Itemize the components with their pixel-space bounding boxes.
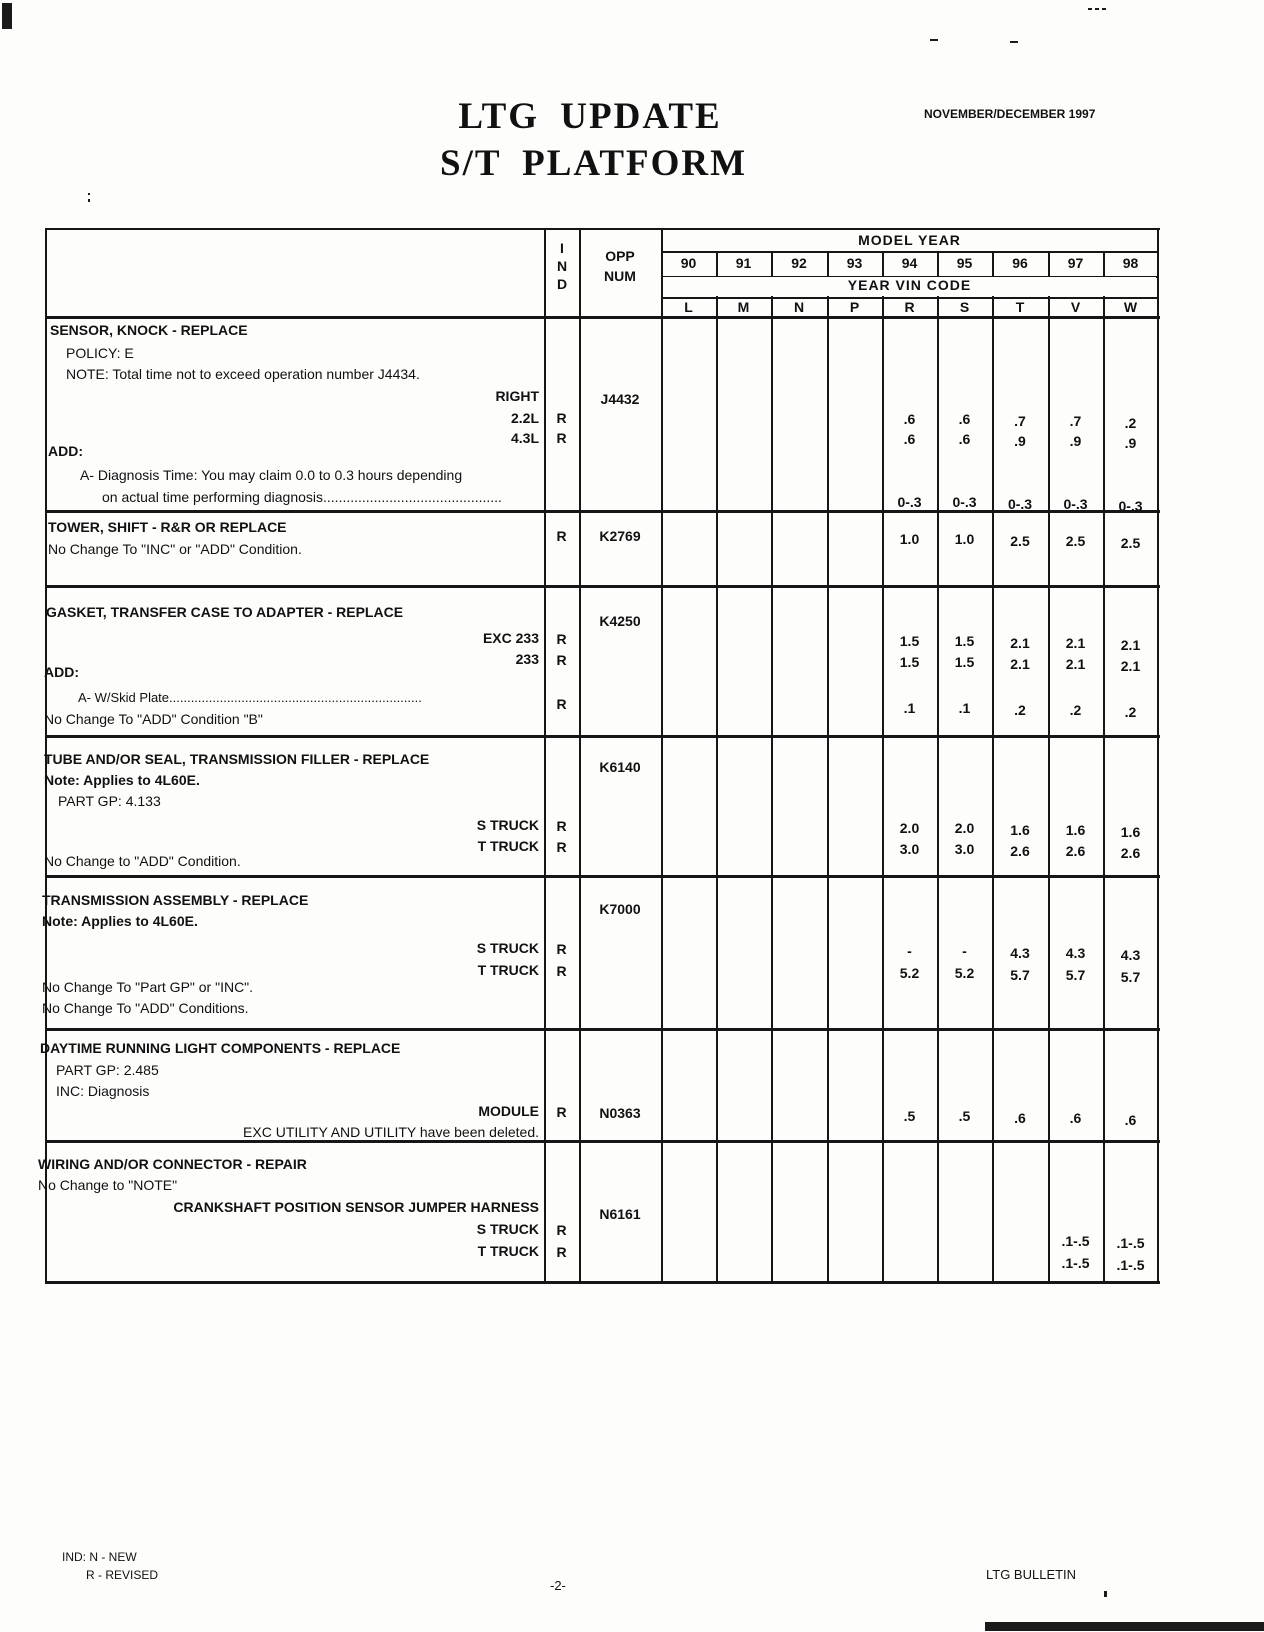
value-cell: .1-.5 xyxy=(1116,1257,1145,1273)
ind-cell: R xyxy=(556,839,567,855)
vin-code-letter: T xyxy=(1015,299,1025,315)
vin-code-letter: M xyxy=(737,299,750,315)
note-line: Note: Applies to 4L60E. xyxy=(44,772,200,788)
value-cell: .1 xyxy=(903,700,916,716)
variant-label: RIGHT xyxy=(495,388,539,404)
value-cell: .9 xyxy=(1069,433,1082,449)
scan-artifact xyxy=(1102,8,1106,10)
block-separator xyxy=(45,1028,1160,1031)
value-cell: 2.5 xyxy=(1010,533,1030,549)
value-cell: 2.5 xyxy=(1120,535,1141,551)
ind-legend-new: IND: N - NEW xyxy=(62,1550,137,1564)
value-cell: 2.1 xyxy=(1065,656,1086,672)
value-cell: 2.0 xyxy=(954,820,975,836)
row-label: T TRUCK xyxy=(477,962,539,978)
value-cell: 2.6 xyxy=(1065,843,1086,859)
value-cell: .6 xyxy=(903,431,916,447)
value-cell: .9 xyxy=(1014,433,1026,449)
page-title-line2: S/T PLATFORM xyxy=(440,143,748,184)
issue-date: NOVEMBER/DECEMBER 1997 xyxy=(924,107,1096,121)
header-subline xyxy=(661,251,1158,253)
policy-line: POLICY: E xyxy=(66,345,134,361)
vin-code-letter: W xyxy=(1123,299,1138,315)
ind-cell: R xyxy=(556,941,567,957)
grid-vline xyxy=(937,251,939,1284)
sub-operation-label: CRANKSHAFT POSITION SENSOR JUMPER HARNESS xyxy=(173,1199,539,1215)
grid-vline xyxy=(716,251,718,1284)
value-cell: .5 xyxy=(958,1108,971,1124)
note-line: NOTE: Total time not to exceed operation number J4434. xyxy=(66,366,420,382)
ind-cell: R xyxy=(556,528,567,544)
scan-artifact xyxy=(1010,41,1018,43)
row-label: T TRUCK xyxy=(477,838,539,854)
value-cell: .1 xyxy=(958,700,971,716)
add-condition-line: on actual time performing diagnosis.............................................. xyxy=(102,489,502,505)
scan-artifact xyxy=(1088,8,1092,10)
grid-vline-ind xyxy=(544,228,546,1284)
value-cell: .6 xyxy=(903,411,916,427)
value-cell: 4.3 xyxy=(1010,945,1030,961)
ind-cell: R xyxy=(556,1222,567,1238)
value-cell: .6 xyxy=(958,411,971,427)
ind-cell: R xyxy=(556,963,567,979)
row-label: S TRUCK xyxy=(476,940,539,956)
value-cell: .2 xyxy=(1124,415,1137,431)
value-cell: 2.5 xyxy=(1065,533,1086,549)
value-cell: .1-.5 xyxy=(1061,1255,1090,1271)
row-label: EXC 233 xyxy=(482,630,539,646)
scan-artifact xyxy=(930,39,938,41)
value-cell: 0-.3 xyxy=(952,494,977,510)
vin-code-letter: N xyxy=(793,299,805,315)
no-change-note: No Change To "ADD" Conditions. xyxy=(42,1000,249,1016)
value-cell: 0-.3 xyxy=(1007,496,1033,512)
value-cell: - xyxy=(962,943,967,959)
value-cell: 1.6 xyxy=(1065,822,1086,838)
add-heading: ADD: xyxy=(48,443,83,459)
value-cell: 1.6 xyxy=(1120,824,1141,840)
value-cell: .1-.5 xyxy=(1061,1233,1090,1249)
value-cell: 1.0 xyxy=(954,531,975,547)
year-header: 95 xyxy=(956,255,973,271)
row-label: 2.2L xyxy=(510,410,539,426)
value-cell: 1.5 xyxy=(899,633,920,649)
ind-cell: R xyxy=(556,818,567,834)
operation-title: DAYTIME RUNNING LIGHT COMPONENTS - REPLACE xyxy=(40,1040,401,1056)
year-header: 97 xyxy=(1067,255,1084,271)
year-header: 90 xyxy=(680,255,697,271)
value-cell: 2.1 xyxy=(1010,656,1030,672)
vin-code-letter: P xyxy=(849,299,860,315)
operation-title: SENSOR, KNOCK - REPLACE xyxy=(50,322,248,338)
value-cell: .2 xyxy=(1069,702,1082,718)
vin-code-letter: V xyxy=(1070,299,1081,315)
block-separator xyxy=(45,875,1160,878)
value-cell: 2.0 xyxy=(899,820,920,836)
scan-artifact xyxy=(1095,8,1099,10)
value-cell: 1.5 xyxy=(954,654,975,670)
ind-header-letter: I xyxy=(560,240,564,256)
value-cell: 4.3 xyxy=(1120,947,1141,963)
grid-vline-opp xyxy=(579,228,581,1284)
no-change-note: No Change To "Part GP" or "INC". xyxy=(42,979,254,995)
ind-header-letter: N xyxy=(556,258,568,274)
add-condition-line: A- Diagnosis Time: You may claim 0.0 to 0.3 hours depending xyxy=(80,467,463,483)
note-line: Note: Applies to 4L60E. xyxy=(42,913,198,929)
value-cell: 2.1 xyxy=(1120,637,1141,653)
operation-title: TUBE AND/OR SEAL, TRANSMISSION FILLER - REPLACE xyxy=(44,751,430,767)
value-cell: .7 xyxy=(1014,413,1026,429)
opp-num-cell: K7000 xyxy=(599,901,641,917)
opp-header-line1: OPP xyxy=(605,248,635,264)
value-cell: 2.1 xyxy=(1010,635,1030,651)
value-cell: .2 xyxy=(1124,704,1137,720)
table-bottom-border xyxy=(45,1281,1160,1284)
value-cell: .5 xyxy=(903,1108,916,1124)
year-header: 98 xyxy=(1122,255,1139,271)
value-cell: 2.1 xyxy=(1120,658,1141,674)
opp-num-cell: K6140 xyxy=(599,759,641,775)
row-label: 233 xyxy=(515,651,539,667)
value-cell: 3.0 xyxy=(954,841,975,857)
row-label: T TRUCK xyxy=(477,1243,539,1259)
value-cell: 5.7 xyxy=(1010,967,1030,983)
block-separator xyxy=(45,585,1160,588)
year-header: 96 xyxy=(1012,255,1028,271)
value-cell: 5.7 xyxy=(1065,967,1086,983)
row-label: 4.3L xyxy=(510,430,539,446)
ind-cell: R xyxy=(556,631,567,647)
year-header: 91 xyxy=(735,255,752,271)
value-cell: 3.0 xyxy=(899,841,920,857)
scan-artifact xyxy=(88,199,90,202)
year-header: 94 xyxy=(901,255,918,271)
page-number: -2- xyxy=(550,1578,566,1593)
ind-cell: R xyxy=(556,430,567,446)
value-cell: .6 xyxy=(1124,1112,1137,1128)
value-cell: 1.5 xyxy=(954,633,975,649)
no-change-note: No Change to "ADD" Condition. xyxy=(44,853,241,869)
grid-vline xyxy=(882,251,884,1284)
value-cell: - xyxy=(907,943,912,959)
operation-title: TOWER, SHIFT - R&R OR REPLACE xyxy=(48,519,287,535)
ind-cell: R xyxy=(556,696,567,712)
vin-code-letter: L xyxy=(684,299,693,315)
add-heading: ADD: xyxy=(44,664,79,680)
vin-code-letter: R xyxy=(904,299,915,315)
deleted-note: EXC UTILITY AND UTILITY have been deleted. xyxy=(243,1124,539,1140)
grid-vline xyxy=(827,251,829,1284)
opp-num-cell: J4432 xyxy=(600,391,640,407)
scan-artifact xyxy=(1104,1591,1107,1597)
row-label: S TRUCK xyxy=(476,817,539,833)
value-cell: .6 xyxy=(1069,1110,1082,1126)
value-cell: 2.6 xyxy=(1120,845,1141,861)
table-top-border xyxy=(45,228,1160,230)
ind-cell: R xyxy=(556,1244,567,1260)
value-cell: 5.2 xyxy=(899,965,920,981)
value-cell: 2.1 xyxy=(1065,635,1086,651)
value-cell: 5.7 xyxy=(1120,969,1141,985)
scan-artifact xyxy=(2,3,12,29)
opp-num-cell: K4250 xyxy=(599,613,641,629)
operation-title: WIRING AND/OR CONNECTOR - REPAIR xyxy=(38,1156,307,1172)
part-gp-line: PART GP: 4.133 xyxy=(58,793,161,809)
no-change-note: No Change To "INC" or "ADD" Condition. xyxy=(48,541,302,557)
year-header: 93 xyxy=(846,255,863,271)
ind-header-letter: D xyxy=(556,276,568,292)
page-title-line1: LTG UPDATE xyxy=(458,96,722,137)
ind-cell: R xyxy=(556,1104,567,1120)
scan-artifact xyxy=(88,193,90,195)
part-gp-line: PART GP: 2.485 xyxy=(56,1062,159,1078)
opp-num-cell: N0363 xyxy=(599,1105,641,1121)
value-cell: .2 xyxy=(1014,702,1026,718)
grid-vline xyxy=(771,251,773,1284)
model-year-header: MODEL YEAR xyxy=(858,232,961,248)
value-cell: 2.6 xyxy=(1010,843,1030,859)
row-label: S TRUCK xyxy=(476,1221,539,1237)
operation-title: TRANSMISSION ASSEMBLY - REPLACE xyxy=(42,892,309,908)
grid-vline-years-start xyxy=(661,228,663,1284)
opp-num-cell: N6161 xyxy=(599,1206,641,1222)
value-cell: 1.6 xyxy=(1010,822,1030,838)
operation-title: GASKET, TRANSFER CASE TO ADAPTER - REPLACE xyxy=(46,604,404,620)
vin-code-header: YEAR VIN CODE xyxy=(663,277,1156,296)
value-cell: .6 xyxy=(958,431,971,447)
value-cell: .7 xyxy=(1069,413,1082,429)
value-cell: 4.3 xyxy=(1065,945,1086,961)
value-cell: 0-.3 xyxy=(897,494,922,510)
grid-vline xyxy=(1103,251,1105,1284)
no-change-note: No Change to "NOTE" xyxy=(38,1177,178,1193)
value-cell: .6 xyxy=(1014,1110,1026,1126)
value-cell: 5.2 xyxy=(954,965,975,981)
vin-code-letter: S xyxy=(959,299,970,315)
value-cell: .9 xyxy=(1124,435,1137,451)
block-separator xyxy=(45,735,1160,738)
inc-line: INC: Diagnosis xyxy=(56,1083,150,1099)
grid-vline xyxy=(992,251,994,1284)
bottom-scan-bar xyxy=(985,1622,1264,1631)
value-cell: 0-.3 xyxy=(1118,498,1143,514)
year-header: 92 xyxy=(791,255,807,271)
no-change-note: No Change To "ADD" Condition "B" xyxy=(44,711,263,727)
opp-num-cell: K2769 xyxy=(599,528,641,544)
block-separator xyxy=(45,1140,1160,1143)
ind-cell: R xyxy=(556,652,567,668)
opp-header-line2: NUM xyxy=(604,268,636,284)
value-cell: .1-.5 xyxy=(1116,1235,1145,1251)
ind-cell: R xyxy=(556,410,567,426)
row-label: MODULE xyxy=(478,1103,539,1119)
ind-legend-revised: R - REVISED xyxy=(86,1568,159,1582)
add-condition-line: A- W/Skid Plate...................................................................... xyxy=(78,690,422,705)
value-cell: 0-.3 xyxy=(1063,496,1088,512)
grid-vline xyxy=(1048,251,1050,1284)
value-cell: 1.5 xyxy=(899,654,920,670)
bulletin-label: LTG BULLETIN xyxy=(986,1567,1077,1582)
value-cell: 1.0 xyxy=(899,531,920,547)
